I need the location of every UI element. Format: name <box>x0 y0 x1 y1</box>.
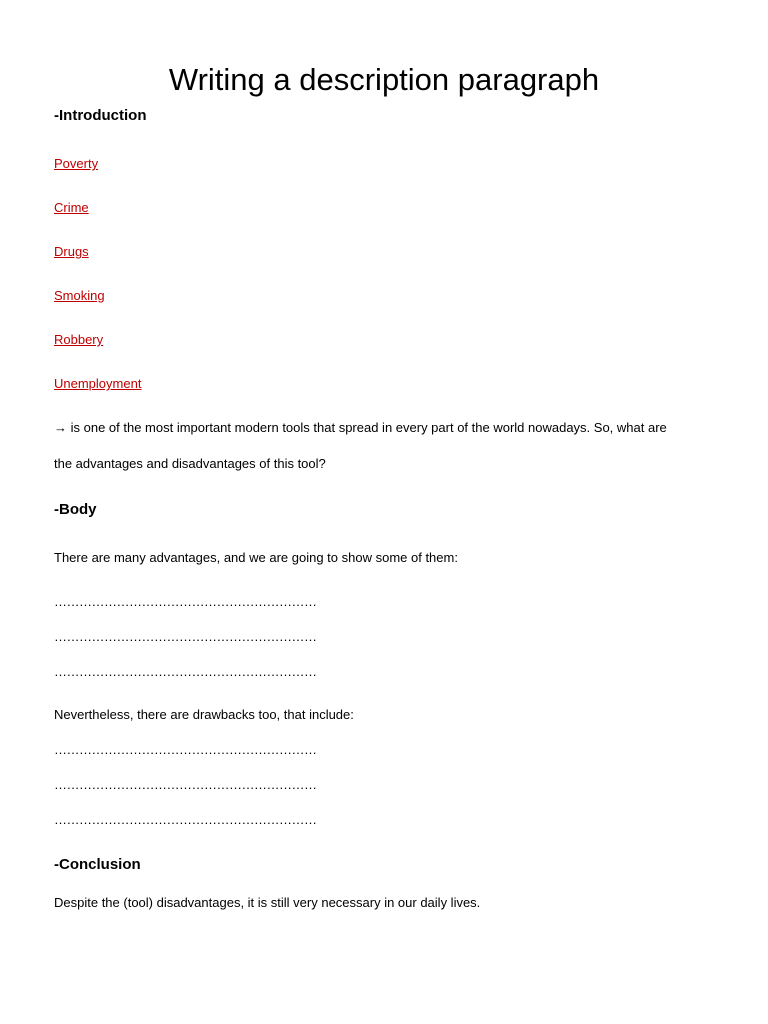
introduction-heading: -Introduction <box>54 107 147 124</box>
advantage-blank-line: ……………………………………………………… <box>54 664 317 679</box>
drawback-blank-line: ……………………………………………………… <box>54 742 317 757</box>
advantage-blank-line: ……………………………………………………… <box>54 594 317 609</box>
page-title: Writing a description paragraph <box>168 62 600 97</box>
intro-sentence-line-2: the advantages and disadvantages of this tool? <box>54 456 326 471</box>
drawback-blank-line: ……………………………………………………… <box>54 777 317 792</box>
topic-link-label[interactable]: Drugs <box>54 244 89 259</box>
body-heading: -Body <box>54 501 97 518</box>
topic-link-smoking[interactable] <box>54 287 105 305</box>
topic-link-label[interactable]: Unemployment <box>54 376 142 391</box>
drawbacks-intro: Nevertheless, there are drawbacks too, that include: <box>54 707 354 722</box>
drawback-blank-line: ……………………………………………………… <box>54 812 317 827</box>
conclusion-text: Despite the (tool) disadvantages, it is still very necessary in our daily lives. <box>54 895 481 910</box>
topic-link-label[interactable]: Poverty <box>54 156 99 171</box>
topic-link-label[interactable]: Crime <box>54 200 89 215</box>
conclusion-heading: -Conclusion <box>54 856 141 873</box>
topic-link-label[interactable]: Robbery <box>54 332 104 347</box>
topic-link-label[interactable]: Smoking <box>54 288 105 303</box>
topic-link-drugs[interactable] <box>54 243 89 261</box>
topic-link-unemployment[interactable] <box>54 375 141 393</box>
topic-link-robbery[interactable] <box>54 331 103 349</box>
topic-link-poverty[interactable] <box>54 155 98 173</box>
advantage-blank-line: ……………………………………………………… <box>54 629 317 644</box>
advantages-intro: There are many advantages, and we are going to show some of them: <box>54 550 458 565</box>
intro-sentence-line-1: → is one of the most important modern tools that spread in every part of the world nowadays. So, what are <box>54 420 667 435</box>
topic-link-crime[interactable] <box>54 199 89 217</box>
